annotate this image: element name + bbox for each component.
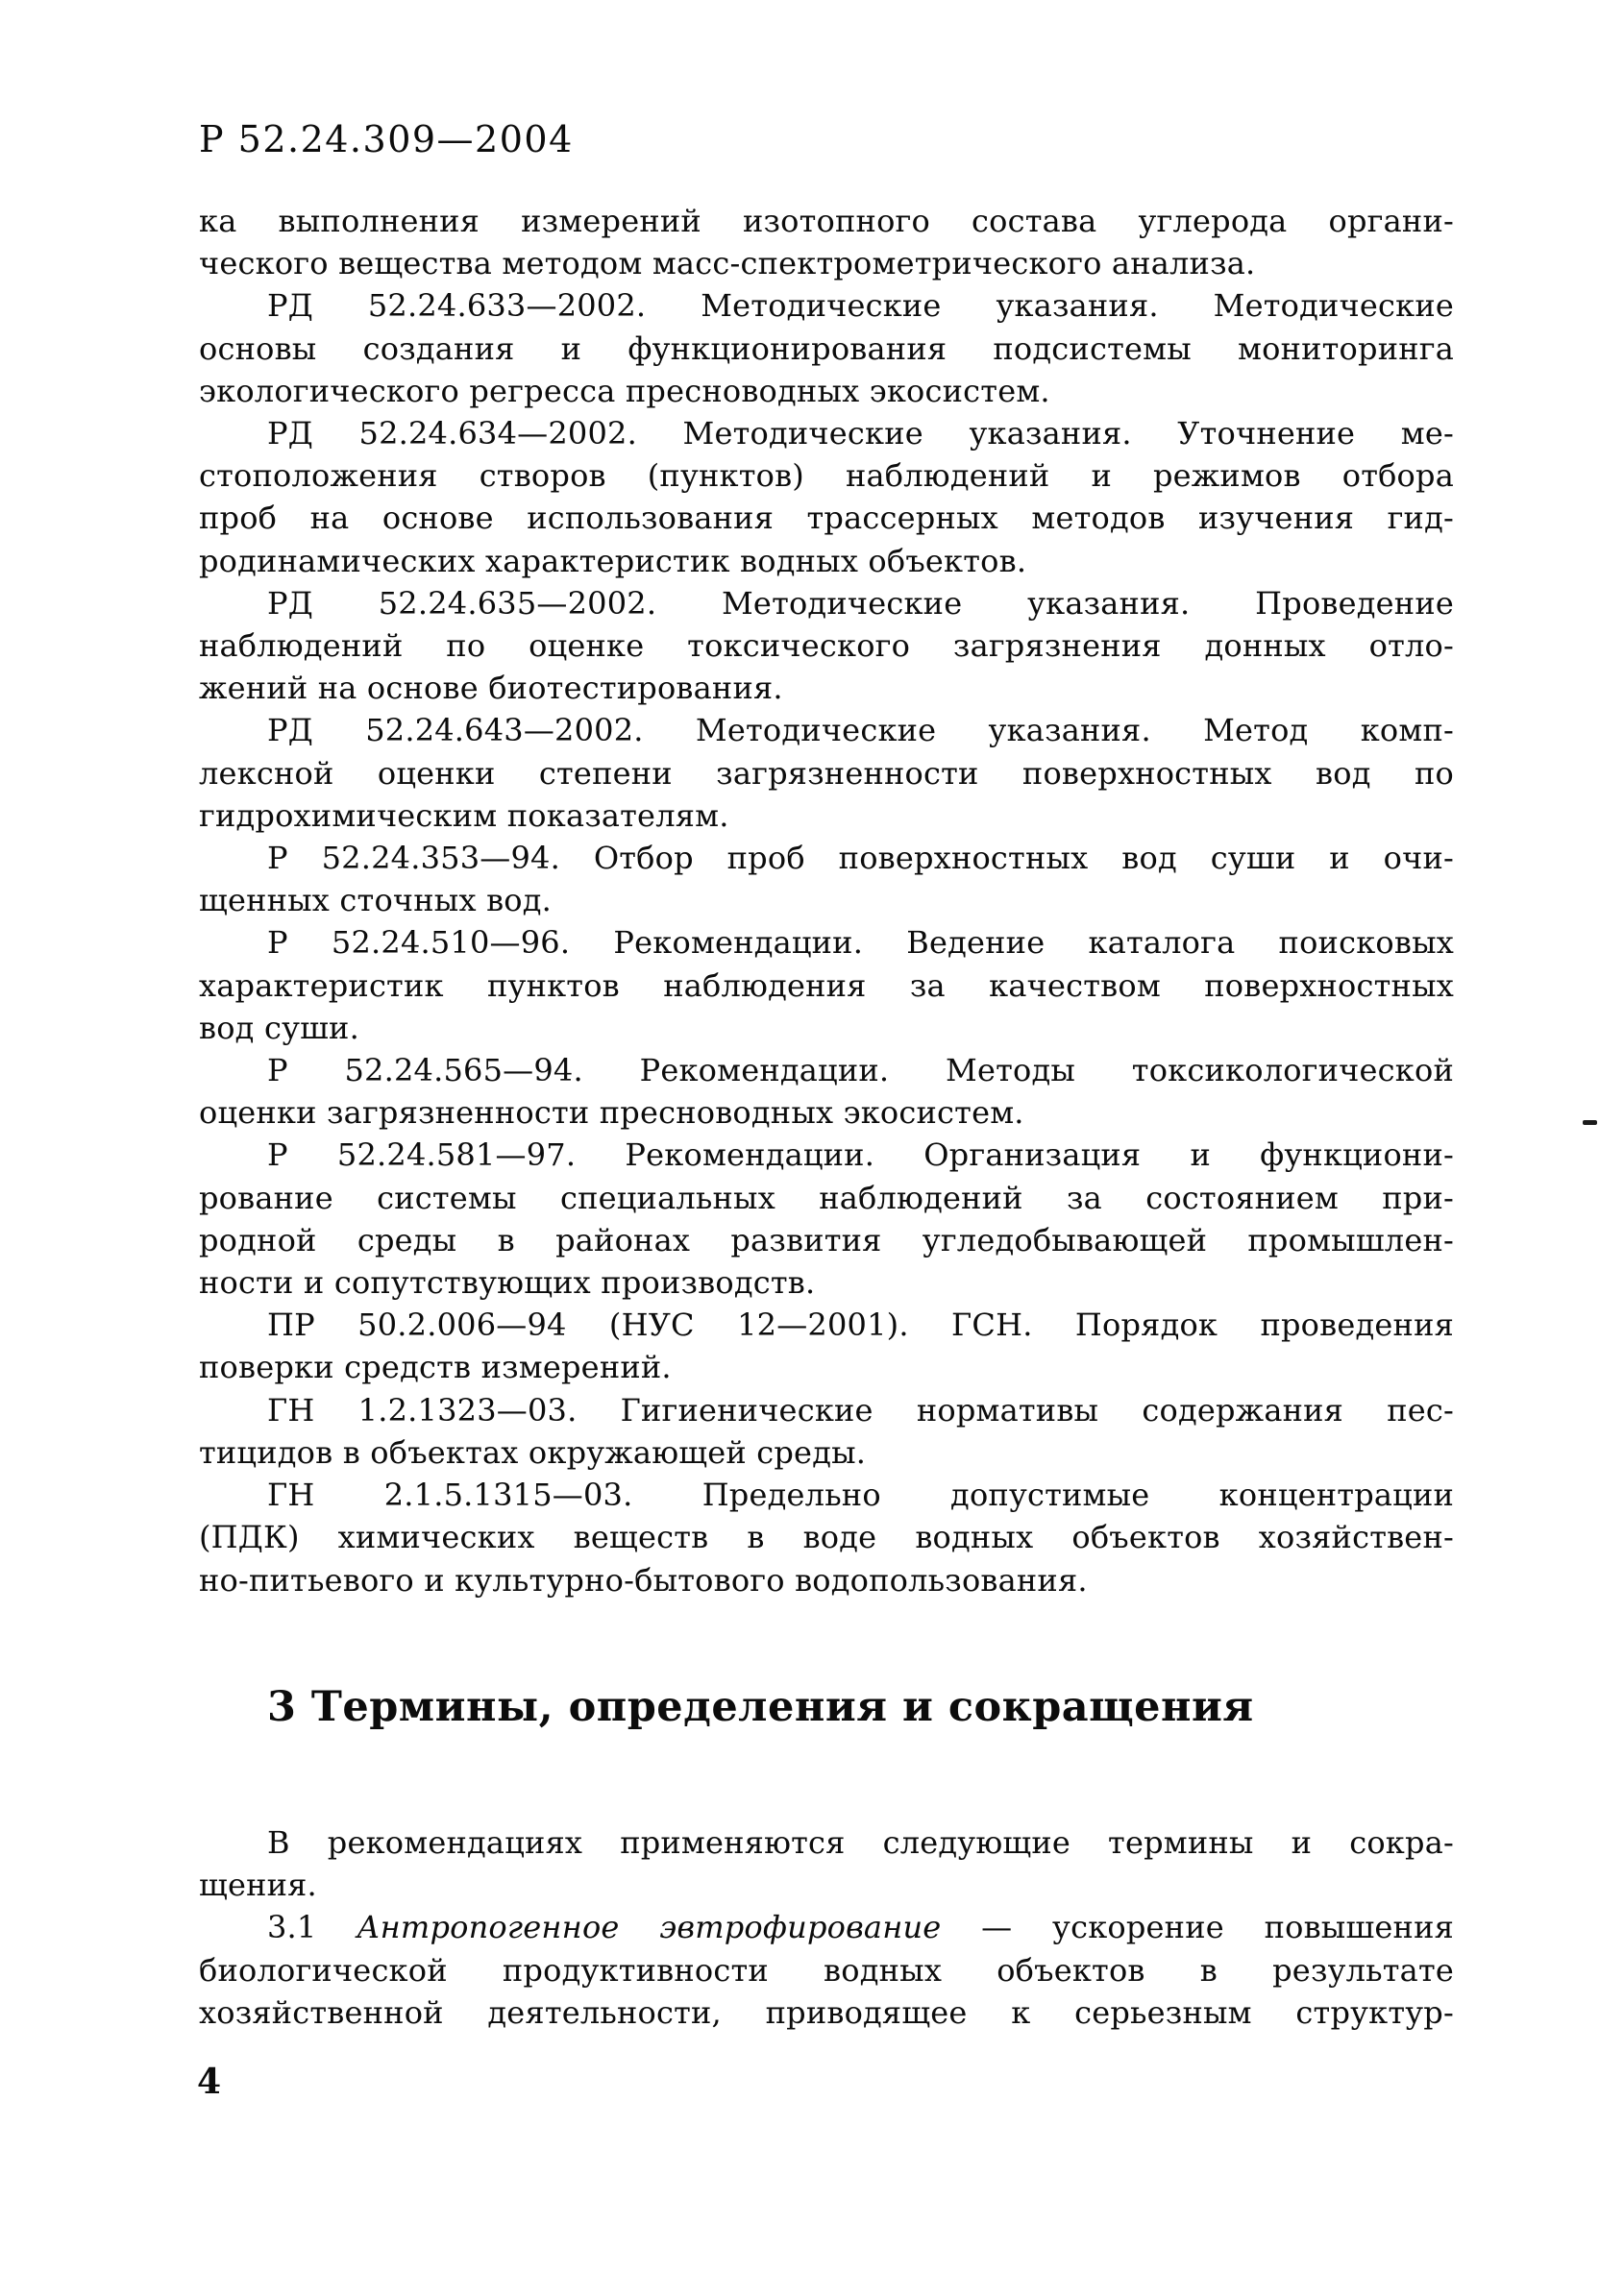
section-heading: 3 Термины, определения и сокращения xyxy=(267,1683,1254,1731)
scan-artifact-mark xyxy=(1583,1120,1597,1125)
text-line: родной среды в районах развития угледобывающей промышлен- xyxy=(199,1221,1454,1258)
term-italic: Антропогенное эвтрофирование xyxy=(357,1909,942,1946)
text-line: биологической продуктивности водных объектов в результате xyxy=(199,1951,1454,1989)
text-line xyxy=(199,1906,1454,1948)
text-line: ности и сопутствующих производств. xyxy=(199,1264,816,1302)
text-line: РД 52.24.643—2002. Методические указания. Метод комп- xyxy=(267,712,1454,749)
text-line: Р 52.24.510—96. Рекомендации. Ведение каталога поисковых xyxy=(267,924,1454,962)
text-line: Р 52.24.565—94. Рекомендации. Методы токсикологической xyxy=(267,1052,1454,1089)
text-line: основы создания и функционирования подсистемы мониторинга xyxy=(199,330,1454,367)
text-line: Р 52.24.353—94. Отбор проб поверхностных вод суши и очи- xyxy=(267,840,1454,877)
text-line: жений на основе биотестирования. xyxy=(199,670,783,707)
references-text-block xyxy=(199,200,1454,1601)
text-line: стоположения створов (пунктов) наблюдений и режимов отбора xyxy=(199,457,1454,495)
text-line: ГН 2.1.5.1315—03. Предельно допустимые концентрации xyxy=(267,1477,1454,1514)
terms-text-block xyxy=(199,1821,1454,2034)
text-line: но-питьевого и культурно-бытового водопользования. xyxy=(199,1561,1088,1599)
text-line: лексной оценки степени загрязненности поверхностных вод по xyxy=(199,754,1454,792)
text-segment: 3.1 xyxy=(267,1909,357,1946)
text-line: тицидов в объектах окружающей среды. xyxy=(199,1433,867,1471)
text-line: Р 52.24.581—97. Рекомендации. Организация и функциони- xyxy=(267,1136,1454,1174)
text-line: хозяйственной деятельности, приводящее к серьезным структур- xyxy=(199,1993,1454,2031)
page-number: 4 xyxy=(197,2062,222,2102)
text-line: В рекомендациях применяются следующие термины и сокра- xyxy=(267,1824,1454,1861)
text-line: вод суши. xyxy=(199,1009,359,1046)
text-line: РД 52.24.634—2002. Методические указания. Уточнение ме- xyxy=(267,415,1454,452)
text-line: ГН 1.2.1323—03. Гигиенические нормативы содержания пес- xyxy=(267,1391,1454,1429)
text-line: щенных сточных вод. xyxy=(199,882,553,919)
text-line: ка выполнения измерений изотопного состава углерода органи- xyxy=(199,203,1454,239)
text-line: щения. xyxy=(199,1867,317,1904)
text-line: поверки средств измерений. xyxy=(199,1349,672,1386)
text-line: наблюдений по оценке токсического загрязнения донных отло- xyxy=(199,627,1454,665)
text-line: РД 52.24.635—2002. Методические указания. Проведение xyxy=(267,584,1454,622)
text-line: гидрохимическим показателям. xyxy=(199,796,729,834)
text-line: экологического регресса пресноводных экосистем. xyxy=(199,372,1050,409)
running-header: Р 52.24.309—2004 xyxy=(199,118,574,160)
text-line: РД 52.24.633—2002. Методические указания. Методические xyxy=(267,287,1454,325)
text-line: оценки загрязненности пресноводных экосистем. xyxy=(199,1094,1024,1132)
text-segment: — ускорение повышения xyxy=(941,1909,1454,1946)
text-line: ПР 50.2.006—94 (НУС 12—2001). ГСН. Порядок проведения xyxy=(267,1307,1454,1344)
text-line: ческого вещества методом масс-спектрометрического анализа. xyxy=(199,245,1256,282)
text-line: родинамических характеристик водных объектов. xyxy=(199,542,1027,579)
text-line: проб на основе использования трассерных методов изучения гид- xyxy=(199,500,1454,537)
text-line: (ПДК) химических веществ в воде водных объектов хозяйствен- xyxy=(199,1519,1454,1556)
text-line: рование системы специальных наблюдений за состоянием при- xyxy=(199,1179,1454,1216)
text-line: характеристик пунктов наблюдения за качеством поверхностных xyxy=(199,966,1454,1004)
